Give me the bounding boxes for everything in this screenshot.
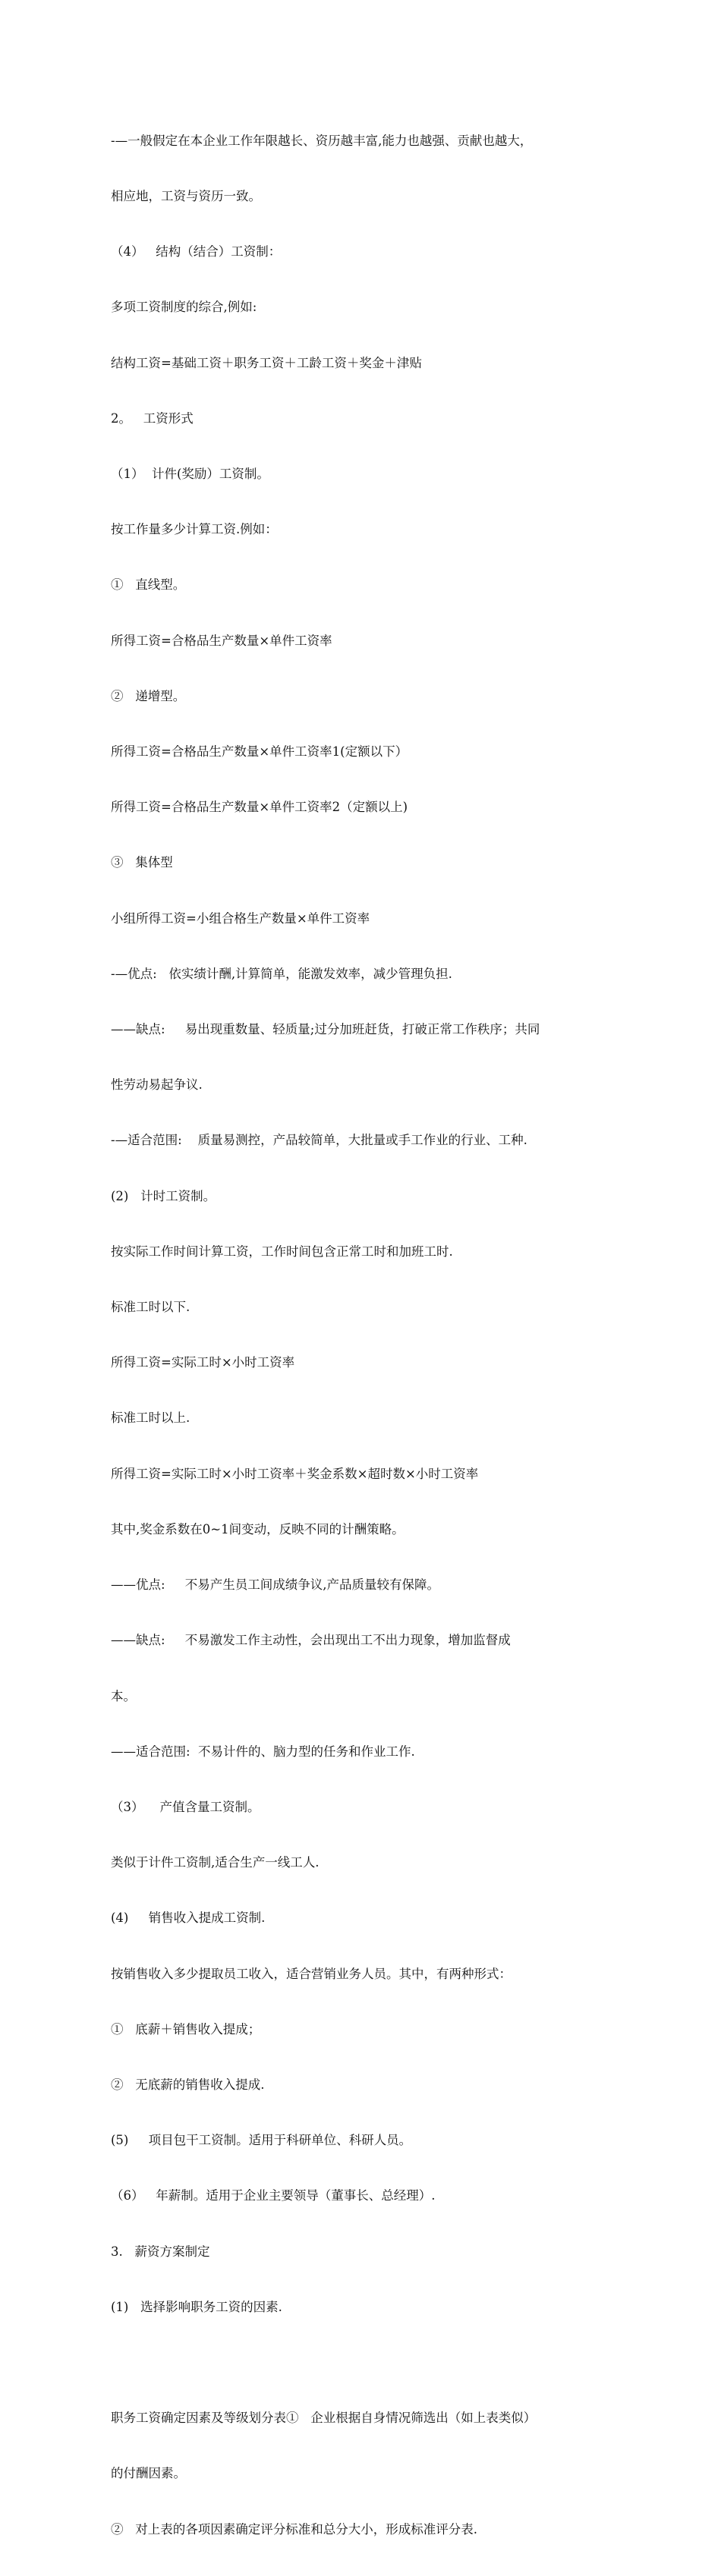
text-line-2: 相应地，工资与资历一致。 bbox=[111, 189, 261, 204]
text-line-5: 结构工资=基础工资＋职务工资＋工龄工资＋奖金＋津贴 bbox=[111, 355, 422, 370]
text-line-14: ③ 集体型 bbox=[111, 855, 173, 870]
text-line-43: 的付酬因素。 bbox=[111, 2466, 186, 2481]
text-line-24: 标准工时以上. bbox=[111, 1411, 190, 1426]
text-line-13: 所得工资=合格品生产数量×单件工资率2（定额以上) bbox=[111, 800, 408, 815]
text-line-29: 本。 bbox=[111, 1688, 136, 1703]
text-line-35: ① 底薪＋销售收入提成； bbox=[111, 2021, 261, 2037]
document-body bbox=[111, 95, 627, 2576]
text-line-37: (5) 项目包干工资制。适用于科研单位、科研人员。 bbox=[111, 2133, 412, 2148]
text-line-23: 所得工资=实际工时×小时工资率 bbox=[111, 1355, 295, 1370]
text-line-40: (1) 选择影响职务工资的因素. bbox=[111, 2299, 282, 2314]
text-line-22: 标准工时以下. bbox=[111, 1300, 190, 1315]
text-line-10: 所得工资=合格品生产数量×单件工资率 bbox=[111, 633, 332, 648]
text-line-16: -—优点: 依实绩计酬,计算简单，能激发效率，减少管理负担. bbox=[111, 966, 452, 981]
text-line-18: 性劳动易起争议. bbox=[111, 1077, 203, 1093]
text-line-1: -—一般假定在本企业工作年限越长、资历越丰富,能力也越强、贡献也越大， bbox=[111, 133, 533, 148]
text-line-11: ② 递增型。 bbox=[111, 688, 186, 703]
text-line-32: 类似于计件工资制,适合生产一线工人. bbox=[111, 1855, 320, 1870]
text-line-28: ——缺点: 不易激发工作主动性，会出现出工不出力现象，增加监督成 bbox=[111, 1633, 511, 1648]
text-line-27: ——优点: 不易产生员工间成绩争议,产品质量较有保障。 bbox=[111, 1577, 440, 1593]
text-line-38: （6） 年薪制。适用于企业主要领导（董事长、总经理）. bbox=[111, 2188, 436, 2203]
text-line-42: 职务工资确定因素及等级划分表① 企业根据自身情况筛选出（如上表类似） bbox=[111, 2411, 537, 2426]
blank-line bbox=[111, 2354, 627, 2372]
section-heading-wage-forms: 2。 工资形式 bbox=[111, 410, 194, 426]
text-line-7: （1） 计件(奖励）工资制。 bbox=[111, 467, 269, 482]
text-line-3: （4） 结构（结合）工资制： bbox=[111, 244, 282, 259]
text-line-34: 按销售收入多少提取员工收入，适合营销业务人员。其中，有两种形式： bbox=[111, 1966, 512, 1981]
text-line-25: 所得工资=实际工时×小时工资率＋奖金系数×超时数×小时工资率 bbox=[111, 1466, 479, 1481]
text-line-31: （3） 产值含量工资制。 bbox=[111, 1799, 260, 1814]
text-line-21: 按实际工作时间计算工资，工作时间包含正常工时和加班工时. bbox=[111, 1244, 453, 1259]
text-line-30: ——适合范围: 不易计件的、脑力型的任务和作业工作. bbox=[111, 1744, 415, 1759]
text-line-17: ——缺点: 易出现重数量、轻质量;过分加班赶货，打破正常工作秩序；共同 bbox=[111, 1022, 540, 1037]
text-line-19: -—适合范围: 质量易测控，产品较简单，大批量或手工作业的行业、工种. bbox=[111, 1133, 527, 1148]
text-line-12: 所得工资=合格品生产数量×单件工资率1(定额以下） bbox=[111, 744, 408, 760]
text-line-8: 按工作量多少计算工资.例如： bbox=[111, 522, 278, 537]
text-line-44: ② 对上表的各项因素确定评分标准和总分大小，形成标准评分表. bbox=[111, 2521, 477, 2537]
section-heading-salary-plan: 3. 薪资方案制定 bbox=[111, 2244, 210, 2259]
text-line-33: (4) 销售收入提成工资制. bbox=[111, 1911, 266, 1926]
text-line-9: ① 直线型。 bbox=[111, 577, 186, 593]
text-line-15: 小组所得工资=小组合格生产数量×单件工资率 bbox=[111, 911, 370, 926]
text-line-4: 多项工资制度的综合,例如: bbox=[111, 300, 257, 315]
text-line-26: 其中,奖金系数在0~1间变动，反映不同的计酬策略。 bbox=[111, 1521, 405, 1536]
text-line-36: ② 无底薪的销售收入提成. bbox=[111, 2077, 265, 2092]
text-line-20: (2) 计时工资制。 bbox=[111, 1188, 216, 1203]
